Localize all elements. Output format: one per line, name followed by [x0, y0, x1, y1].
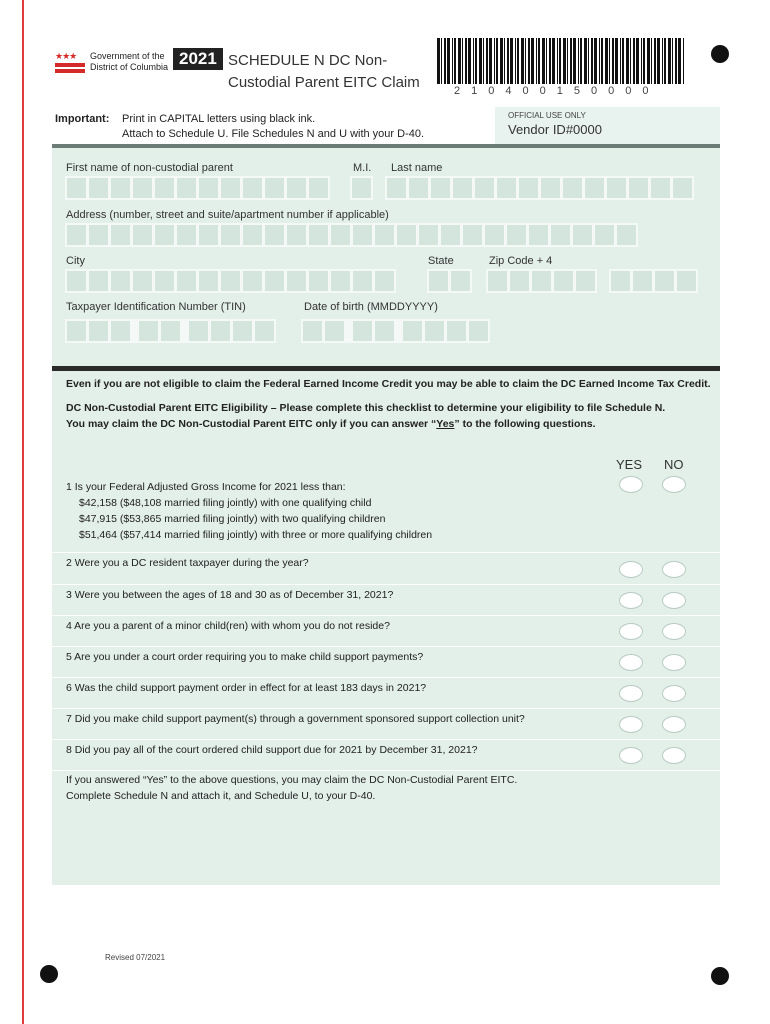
address-boxes[interactable]: [65, 223, 638, 247]
city-label: City: [66, 255, 85, 267]
char-box[interactable]: [419, 225, 438, 245]
char-box[interactable]: [651, 178, 670, 198]
question-separator: [52, 677, 720, 678]
barcode-bar: [504, 38, 505, 84]
char-box[interactable]: [375, 225, 394, 245]
barcode-digit: 0: [591, 85, 598, 97]
q8-no-radio[interactable]: [662, 747, 686, 764]
char-box[interactable]: [633, 271, 652, 291]
question-separator: [52, 708, 720, 709]
char-box[interactable]: [325, 321, 344, 341]
char-box[interactable]: [111, 271, 130, 291]
char-box[interactable]: [189, 321, 208, 341]
state-label: State: [428, 255, 454, 267]
question-1-sub-1: $42,158 ($48,108 married filing jointly) with one qualifying child: [79, 497, 372, 509]
char-box[interactable]: [611, 271, 630, 291]
barcode-bar: [479, 38, 482, 84]
barcode-bar: [633, 38, 635, 84]
barcode-bar: [468, 38, 471, 84]
no-column-header: NO: [664, 457, 684, 472]
q3-no-radio[interactable]: [662, 592, 686, 609]
barcode-bar: [552, 38, 555, 84]
barcode-bar: [500, 38, 503, 84]
instruction-line-2: Attach to Schedule U. File Schedules N and U with your D-40.: [122, 128, 425, 140]
mi-label: M.I.: [353, 162, 372, 174]
char-box[interactable]: [331, 271, 350, 291]
char-box[interactable]: [287, 271, 306, 291]
zip-plus4-boxes[interactable]: [609, 269, 698, 293]
barcode-bar: [668, 38, 671, 84]
char-box[interactable]: [595, 225, 614, 245]
barcode-bar: [678, 38, 681, 84]
q5-yes-radio[interactable]: [619, 654, 643, 671]
barcode-bar: [489, 38, 492, 84]
char-box[interactable]: [541, 178, 560, 198]
char-box[interactable]: [353, 321, 372, 341]
barcode-bar: [437, 38, 440, 84]
barcode-bar: [672, 38, 673, 84]
char-box[interactable]: [453, 178, 472, 198]
question-1-text: 1 Is your Federal Adjusted Gross Income for 2021 less than:: [66, 481, 346, 493]
char-box[interactable]: [89, 225, 108, 245]
char-box[interactable]: [177, 225, 196, 245]
char-box[interactable]: [488, 271, 507, 291]
barcode-digit: 0: [522, 85, 529, 97]
important-label: Important:: [55, 113, 110, 125]
q2-no-radio[interactable]: [662, 561, 686, 578]
char-box[interactable]: [403, 321, 422, 341]
char-box[interactable]: [352, 178, 371, 198]
barcode-digit: 0: [625, 85, 632, 97]
char-box[interactable]: [287, 225, 306, 245]
char-box[interactable]: [507, 225, 526, 245]
question-8: 8 Did you pay all of the court ordered child support due for 2021 by December 31, 2021?: [66, 744, 478, 756]
barcode-bar: [473, 38, 474, 84]
q7-yes-radio[interactable]: [619, 716, 643, 733]
intro-line-3: You may claim the DC Non-Custodial Parent EITC only if you can answer “Yes” to the following questions.: [66, 418, 596, 430]
q4-yes-radio[interactable]: [619, 623, 643, 640]
state-boxes[interactable]: [427, 269, 472, 293]
char-box[interactable]: [551, 225, 570, 245]
barcode-digit: 1: [471, 85, 478, 97]
char-box[interactable]: [475, 178, 494, 198]
barcode-bar: [458, 38, 461, 84]
barcode-bar: [609, 38, 610, 84]
char-box[interactable]: [585, 178, 604, 198]
barcode-bar: [452, 38, 453, 84]
barcode-bar: [654, 38, 656, 84]
barcode-bar: [494, 38, 495, 84]
tin-label: Taxpayer Identification Number (TIN): [66, 301, 246, 313]
char-box[interactable]: [243, 271, 262, 291]
barcode-bar: [657, 38, 660, 84]
barcode-bar: [510, 38, 513, 84]
last-name-label: Last name: [391, 162, 443, 174]
char-box[interactable]: [67, 178, 86, 198]
char-box[interactable]: [331, 225, 350, 245]
barcode-bar: [643, 38, 645, 84]
char-box[interactable]: [451, 271, 470, 291]
barcode-bar: [567, 38, 568, 84]
barcode-bar: [538, 38, 540, 84]
char-box[interactable]: [425, 321, 444, 341]
barcode-bar: [601, 38, 603, 84]
char-box[interactable]: [563, 178, 582, 198]
question-2: 2 Were you a DC resident taxpayer during the year?: [66, 557, 309, 569]
question-separator: [52, 646, 720, 647]
char-box[interactable]: [510, 271, 529, 291]
char-box[interactable]: [133, 225, 152, 245]
mi-box[interactable]: [350, 176, 373, 200]
instruction-line-1: Print in CAPITAL letters using black ink.: [122, 113, 316, 125]
char-box[interactable]: [111, 225, 130, 245]
question-separator: [52, 552, 720, 553]
barcode-bar: [584, 38, 587, 84]
vendor-id: Vendor ID#0000: [508, 122, 602, 137]
char-box[interactable]: [353, 225, 372, 245]
barcode-bar: [447, 38, 450, 84]
city-boxes[interactable]: [65, 269, 396, 293]
question-1: [66, 479, 432, 543]
char-box[interactable]: [265, 178, 284, 198]
char-box[interactable]: [309, 178, 328, 198]
barcode-bar: [626, 38, 629, 84]
char-box[interactable]: [199, 271, 218, 291]
barcode-digit: 0: [608, 85, 615, 97]
barcode-bar: [563, 38, 566, 84]
char-box[interactable]: [155, 178, 174, 198]
intro-line-1: Even if you are not eligible to claim the Federal Earned Income Credit you may be able to claim the DC Earned Income Tax Credit.: [66, 378, 711, 390]
barcode-bar: [591, 38, 593, 84]
form-title-line-1: SCHEDULE N DC Non-: [228, 52, 388, 69]
char-box[interactable]: [211, 321, 230, 341]
char-box[interactable]: [309, 225, 328, 245]
revision-date: Revised 07/2021: [105, 953, 166, 962]
question-separator: [52, 584, 720, 585]
barcode-digit: 0: [642, 85, 649, 97]
barcode-bar: [531, 38, 534, 84]
char-box[interactable]: [199, 225, 218, 245]
char-box[interactable]: [469, 321, 488, 341]
barcode-digit: 0: [539, 85, 546, 97]
margin-rule: [22, 0, 24, 1024]
registration-mark-bottom-left: [40, 965, 58, 983]
barcode-bar: [605, 38, 608, 84]
question-6: 6 Was the child support payment order in effect for at least 183 days in 2021?: [66, 682, 427, 694]
barcode-bar: [662, 38, 663, 84]
form-title: [228, 50, 420, 94]
char-box[interactable]: [89, 178, 108, 198]
zip-label: Zip Code + 4: [489, 255, 553, 267]
barcode-bar: [615, 38, 618, 84]
barcode-bar: [454, 38, 456, 84]
intro-line-2: DC Non-Custodial Parent EITC Eligibility – Please complete this checklist to determine your eligibility to file Schedule N.: [66, 402, 666, 414]
barcode-bar: [647, 38, 650, 84]
char-box[interactable]: [303, 321, 322, 341]
barcode-bar: [620, 38, 621, 84]
char-box[interactable]: [353, 271, 372, 291]
char-box[interactable]: [629, 178, 648, 198]
barcode-bar: [536, 38, 537, 84]
zip-boxes[interactable]: [486, 269, 597, 293]
barcode-bar: [622, 38, 624, 84]
char-box[interactable]: [441, 225, 460, 245]
barcode-digit: 0: [488, 85, 495, 97]
char-box[interactable]: [375, 321, 394, 341]
q7-no-radio[interactable]: [662, 716, 686, 733]
barcode-bar: [475, 38, 477, 84]
official-use-label: OFFICIAL USE ONLY: [508, 111, 586, 120]
barcode-bar: [651, 38, 652, 84]
barcode-bar: [462, 38, 463, 84]
char-box[interactable]: [161, 321, 180, 341]
official-use-box: [495, 107, 720, 144]
flag-stars: ★★★: [55, 51, 77, 61]
question-7: 7 Did you make child support payment(s) through a government sponsored support collection unit?: [66, 713, 525, 725]
dob-label: Date of birth (MMDDYYYY): [304, 301, 438, 313]
char-box[interactable]: [155, 271, 174, 291]
char-box[interactable]: [463, 225, 482, 245]
char-box[interactable]: [309, 271, 328, 291]
char-box[interactable]: [67, 225, 86, 245]
barcode-digit: 2: [454, 85, 461, 97]
question-4: 4 Are you a parent of a minor child(ren) with whom you do not reside?: [66, 620, 390, 632]
question-5: 5 Are you under a court order requiring you to make child support payments?: [66, 651, 424, 663]
barcode-bar: [588, 38, 589, 84]
char-box[interactable]: [573, 225, 592, 245]
q8-yes-radio[interactable]: [619, 747, 643, 764]
char-box[interactable]: [532, 271, 551, 291]
dob-boxes[interactable]: [301, 319, 490, 343]
char-box[interactable]: [67, 321, 86, 341]
q6-no-radio[interactable]: [662, 685, 686, 702]
barcode-bar: [515, 38, 516, 84]
question-1-sub-3: $51,464 ($57,414 married filing jointly) with three or more qualifying children: [79, 529, 433, 541]
barcode-bar: [664, 38, 666, 84]
char-box[interactable]: [431, 178, 450, 198]
registration-mark-bottom-right: [711, 967, 729, 985]
char-box[interactable]: [221, 178, 240, 198]
barcode-bar: [444, 38, 446, 84]
question-separator: [52, 739, 720, 740]
government-line-2: District of Columbia: [90, 62, 169, 72]
char-box[interactable]: [375, 271, 394, 291]
barcode-bar: [636, 38, 639, 84]
barcode-bar: [465, 38, 467, 84]
first-name-label: First name of non-custodial parent: [66, 162, 233, 174]
barcode-bar: [578, 38, 579, 84]
char-box[interactable]: [67, 271, 86, 291]
q3-yes-radio[interactable]: [619, 592, 643, 609]
yes-underlined: Yes: [436, 418, 455, 430]
q1-no-radio[interactable]: [662, 476, 686, 493]
char-box[interactable]: [243, 178, 262, 198]
barcode-bar: [546, 38, 547, 84]
question-separator: [52, 770, 720, 771]
q5-no-radio[interactable]: [662, 654, 686, 671]
important-instructions: [122, 112, 424, 142]
barcode-bar: [549, 38, 551, 84]
char-box[interactable]: [529, 225, 548, 245]
char-box[interactable]: [111, 178, 130, 198]
barcode-bar: [570, 38, 572, 84]
barcode-bar: [594, 38, 597, 84]
q2-yes-radio[interactable]: [619, 561, 643, 578]
char-box[interactable]: [265, 225, 284, 245]
char-box[interactable]: [255, 321, 274, 341]
question-3: 3 Were you between the ages of 18 and 30 as of December 31, 2021?: [66, 589, 394, 601]
char-box[interactable]: [221, 225, 240, 245]
char-box[interactable]: [554, 271, 573, 291]
char-box[interactable]: [397, 225, 416, 245]
barcode-digit: 5: [573, 85, 580, 97]
char-box[interactable]: [133, 178, 152, 198]
char-box[interactable]: [155, 225, 174, 245]
char-box[interactable]: [607, 178, 626, 198]
char-box[interactable]: [447, 321, 466, 341]
q1-yes-radio[interactable]: [619, 476, 643, 493]
barcode-bar: [542, 38, 545, 84]
char-box[interactable]: [177, 178, 196, 198]
closing-line-2: Complete Schedule N and attach it, and Schedule U, to your D-40.: [66, 790, 376, 802]
barcode-bar: [630, 38, 631, 84]
char-box[interactable]: [576, 271, 595, 291]
barcode-bar: [517, 38, 519, 84]
barcode: [437, 38, 687, 86]
q4-no-radio[interactable]: [662, 623, 686, 640]
barcode-bar: [528, 38, 530, 84]
char-box[interactable]: [139, 321, 158, 341]
char-box[interactable]: [111, 321, 130, 341]
char-box[interactable]: [265, 271, 284, 291]
char-box[interactable]: [673, 178, 692, 198]
flag-bar-1: [55, 63, 85, 67]
barcode-bar: [441, 38, 442, 84]
char-box[interactable]: [89, 271, 108, 291]
char-box[interactable]: [177, 271, 196, 291]
char-box[interactable]: [199, 178, 218, 198]
form-year: 2021: [173, 48, 223, 70]
barcode-bar: [683, 38, 684, 84]
char-box[interactable]: [677, 271, 696, 291]
barcode-bar: [483, 38, 484, 84]
barcode-bar: [525, 38, 526, 84]
government-line-1: Government of the: [90, 51, 165, 61]
char-box[interactable]: [233, 321, 252, 341]
dc-flag-logo: [55, 52, 85, 73]
barcode-bar: [580, 38, 582, 84]
barcode-bar: [521, 38, 524, 84]
barcode-bar: [486, 38, 488, 84]
question-separator: [52, 615, 720, 616]
barcode-bar: [599, 38, 600, 84]
barcode-bar: [557, 38, 558, 84]
char-box[interactable]: [409, 178, 428, 198]
barcode-digit: 4: [505, 85, 512, 97]
char-box[interactable]: [519, 178, 538, 198]
barcode-digit: 1: [556, 85, 563, 97]
char-box[interactable]: [617, 225, 636, 245]
first-name-boxes[interactable]: [65, 176, 330, 200]
barcode-digits: [454, 85, 649, 97]
char-box[interactable]: [133, 271, 152, 291]
barcode-bar: [675, 38, 677, 84]
char-box[interactable]: [243, 225, 262, 245]
char-box[interactable]: [429, 271, 448, 291]
tin-boxes[interactable]: [65, 319, 276, 343]
yes-column-header: YES: [616, 457, 643, 472]
flag-bar-2: [55, 69, 85, 73]
barcode-bar: [507, 38, 509, 84]
barcode-bar: [573, 38, 576, 84]
question-1-sub-2: $47,915 ($53,865 married filing jointly) with two qualifying children: [79, 513, 386, 525]
char-box[interactable]: [485, 225, 504, 245]
barcode-bar: [496, 38, 498, 84]
barcode-bar: [559, 38, 561, 84]
char-box[interactable]: [655, 271, 674, 291]
address-label: Address (number, street and suite/apartment number if applicable): [66, 209, 389, 221]
char-box[interactable]: [287, 178, 306, 198]
government-name: [90, 51, 168, 73]
barcode-bar: [641, 38, 642, 84]
char-box[interactable]: [221, 271, 240, 291]
registration-mark-top-right: [711, 45, 729, 63]
closing-line-1: If you answered “Yes” to the above questions, you may claim the DC Non-Custodial Parent EITC.: [66, 774, 518, 786]
char-box[interactable]: [387, 178, 406, 198]
form-title-line-2: Custodial Parent EITC Claim: [228, 74, 420, 91]
last-name-boxes[interactable]: [385, 176, 694, 200]
q6-yes-radio[interactable]: [619, 685, 643, 702]
char-box[interactable]: [89, 321, 108, 341]
barcode-bar: [612, 38, 614, 84]
char-box[interactable]: [497, 178, 516, 198]
